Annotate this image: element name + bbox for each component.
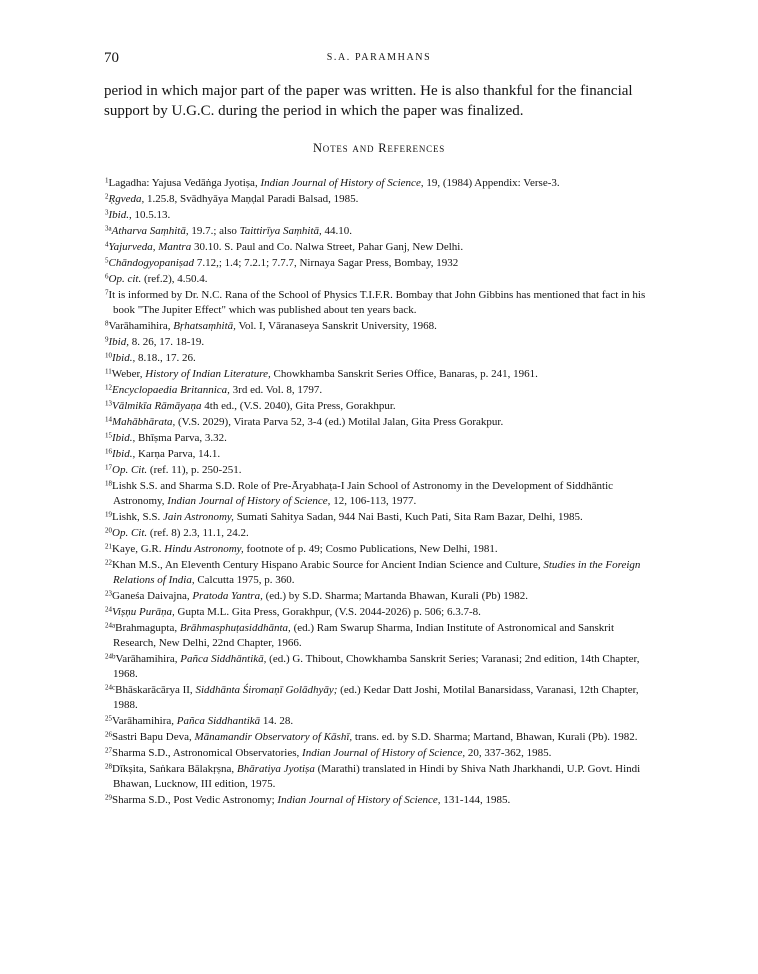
- reference-number: 13: [105, 399, 112, 408]
- reference-number: 5: [105, 256, 109, 265]
- reference-number: 17: [105, 463, 112, 472]
- reference-text: trans. ed. by S.D. Sharma; Martand, Bhawan, Kurali (Pb). 1982.: [352, 731, 638, 743]
- reference-item: [105, 256, 653, 271]
- reference-text: 19.7.; also: [188, 225, 240, 237]
- reference-text: Lishk, S.S.: [112, 511, 164, 523]
- reference-item: [105, 730, 653, 745]
- reference-title: Op. Cit.: [112, 527, 148, 539]
- reference-number: 28: [105, 762, 112, 771]
- reference-number: 15: [105, 431, 112, 440]
- reference-title: Brāhmasphuṭasiddhānta,: [179, 622, 291, 634]
- reference-title: Indian Journal of History of Science: [260, 177, 421, 189]
- reference-item: [105, 431, 653, 446]
- reference-number: 10: [105, 351, 112, 360]
- reference-item: [105, 288, 653, 318]
- running-title: S.A. PARAMHANS: [326, 52, 432, 63]
- reference-text: 1.25.8, Svādhyāya Maṇḍal Paradi Balsad, 1985.: [144, 193, 359, 205]
- reference-title: Bhāratiya Jyotiṣa: [236, 763, 315, 775]
- reference-item: [105, 714, 653, 729]
- reference-item: [105, 272, 653, 287]
- reference-text: 12, 106-113, 1977.: [330, 495, 417, 507]
- reference-text: Vol. I, Vāranaseya Sanskrit University, 1968.: [235, 320, 437, 332]
- reference-text: Sharma S.D., Post Vedic Astronomy;: [112, 794, 278, 806]
- reference-list: [105, 176, 653, 809]
- reference-number: 4: [105, 240, 109, 249]
- reference-number: 3: [105, 208, 109, 217]
- reference-item: [105, 447, 653, 462]
- reference-title: Jain Astronomy,: [163, 511, 234, 523]
- reference-title: Hindu Astronomy,: [164, 543, 244, 555]
- reference-text: Gupta M.L. Gita Press, Gorakhpur, (V.S. 2044-2026) p. 506; 6.3.7-8.: [174, 606, 481, 618]
- reference-text: 30.10. S. Paul and Co. Nalwa Street, Pahar Ganj, New Delhi.: [191, 241, 464, 253]
- intro-paragraph: [104, 82, 652, 121]
- reference-title: Ibid.,: [112, 448, 136, 460]
- reference-text: 8.18., 17. 26.: [135, 352, 196, 364]
- reference-item: [105, 367, 653, 382]
- reference-number: 6: [105, 272, 109, 281]
- reference-text: (ed.) by S.D. Sharma; Martanda Bhawan, Kurali (Pb) 1982.: [262, 590, 529, 602]
- reference-title: Indian Journal of History of Science,: [277, 794, 441, 806]
- reference-item: [105, 176, 653, 191]
- reference-item: [105, 605, 653, 620]
- reference-text: footnote of p. 49; Cosmo Publications, New Delhi, 1981.: [243, 543, 498, 555]
- reference-title: Mahābhārata,: [112, 416, 176, 428]
- reference-number: 25: [105, 714, 112, 723]
- reference-text: 20, 337-362, 1985.: [465, 747, 552, 759]
- reference-title: Indian Journal of History of Science,: [167, 495, 331, 507]
- reference-item: [105, 351, 653, 366]
- reference-text: (V.S. 2029), Virata Parva 52, 3-4 (ed.) Motilal Jalan, Gita Press Gorakpur.: [175, 416, 504, 428]
- reference-text: Varāhamihira,: [112, 715, 177, 727]
- reference-text: Sharma S.D., Astronomical Observatories,: [112, 747, 303, 759]
- reference-title: Op. cit.: [108, 273, 142, 285]
- reference-item: [105, 463, 653, 478]
- reference-item: [105, 558, 653, 588]
- reference-item: [105, 319, 653, 334]
- reference-text: Karṇa Parva, 14.1.: [135, 448, 221, 460]
- intro-text: period in which major part of the paper was written. He is also thankful for the financial support by U.G.C. during the period in which the paper was finalized.: [104, 83, 633, 119]
- reference-text: 7.12,; 1.4; 7.2.1; 7.7.7, Nirnaya Sagar Press, Bombay, 1932: [194, 257, 459, 269]
- reference-number: 24b: [105, 652, 116, 661]
- reference-number: 23: [105, 589, 112, 598]
- reference-text: , 10.5.13.: [128, 209, 171, 221]
- reference-number: 24: [105, 605, 112, 614]
- reference-number: 24a: [105, 621, 116, 630]
- reference-title: Atharva Saṃhitā,: [111, 225, 189, 237]
- reference-item: [105, 208, 653, 223]
- reference-number: 1: [105, 176, 109, 185]
- reference-number: 18: [105, 479, 112, 488]
- reference-title: Ṛgveda,: [108, 193, 145, 205]
- reference-item: [105, 652, 653, 682]
- reference-text: Varāhamihira,: [108, 320, 174, 332]
- reference-item: [105, 192, 653, 207]
- reference-title: Ibid,: [108, 336, 129, 348]
- reference-title: Chāndogyopaniṣad: [108, 257, 195, 269]
- reference-text: Khan M.S., An Eleventh Century Hispano Arabic Source for Ancient Indian Science and Culture,: [112, 559, 544, 571]
- reference-title: Studies in the Foreign Relations of India,: [113, 559, 641, 586]
- reference-item: [105, 399, 653, 414]
- reference-item: [105, 510, 653, 525]
- reference-text: 14. 28.: [260, 715, 294, 727]
- reference-text: (ref. 11), p. 250-251.: [147, 464, 242, 476]
- reference-text: (ed.) Kedar Datt Joshi, Motilal Banarsidass, Varanasi, 12th Chapter, 1988.: [113, 684, 639, 711]
- reference-number: 16: [105, 447, 112, 456]
- reference-number: 2: [105, 192, 109, 201]
- reference-number: 21: [105, 542, 112, 551]
- reference-text: Bhīṣma Parva, 3.32.: [135, 432, 227, 444]
- reference-text: Varāhamihira,: [115, 653, 181, 665]
- reference-title: Indian Journal of History of Science,: [302, 747, 466, 759]
- reference-item: [105, 621, 653, 651]
- section-title: Notes and References: [312, 141, 446, 155]
- reference-text: (ed.) Ram Swarup Sharma, Indian Institute of Astronomical and Sanskrit Research, New Delhi, 22nd Chapter, 1966.: [113, 622, 615, 649]
- reference-item: [105, 589, 653, 604]
- reference-text: 4th ed., (V.S. 2040), Gita Press, Gorakhpur.: [201, 400, 396, 412]
- reference-text: (ref. 8) 2.3, 11.1, 24.2.: [147, 527, 249, 539]
- reference-item: [105, 479, 653, 509]
- reference-title: Ibid.,: [112, 432, 136, 444]
- reference-text: Kaye, G.R.: [112, 543, 165, 555]
- reference-text: Sastri Bapu Deva,: [112, 731, 195, 743]
- reference-number: 20: [105, 526, 112, 535]
- reference-text: Calcutta 1975, p. 360.: [194, 574, 295, 586]
- reference-title: Ibid.,: [112, 352, 136, 364]
- reference-title: Ibid.: [108, 209, 129, 221]
- reference-item: [105, 762, 653, 792]
- reference-item: [105, 240, 653, 255]
- reference-title: Vālmikīa Rāmāyaṇa: [112, 400, 202, 412]
- reference-item: [105, 224, 653, 239]
- reference-item: [105, 415, 653, 430]
- reference-number: 24c: [105, 683, 116, 692]
- reference-item: [105, 526, 653, 541]
- reference-number: 14: [105, 415, 112, 424]
- page-number: 70: [104, 50, 119, 66]
- reference-title: Encyclopaedia Britannica,: [112, 384, 230, 396]
- reference-number: 19: [105, 510, 112, 519]
- reference-text: (ref.2), 4.50.4.: [141, 273, 208, 285]
- reference-text: 131-144, 1985.: [440, 794, 511, 806]
- reference-number: 27: [105, 746, 112, 755]
- reference-title: Siddhānta Śiromaṇī Golādhyāy;: [195, 684, 338, 696]
- reference-number: 8: [105, 319, 109, 328]
- reference-title: Op. Cit.: [112, 464, 148, 476]
- reference-title: History of Indian Literature,: [145, 368, 271, 380]
- reference-item: [105, 542, 653, 557]
- reference-text: Bhāskarācārya II,: [115, 684, 196, 696]
- reference-text: Sumati Sahitya Sadan, 944 Nai Basti, Kuch Pati, Sita Ram Bazar, Delhi, 1985.: [233, 511, 583, 523]
- reference-text: 3rd ed. Vol. 8, 1797.: [229, 384, 323, 396]
- reference-title: Mānamandir Observatory of Kāshī,: [194, 731, 353, 743]
- reference-text: 8. 26, 17. 18-19.: [128, 336, 205, 348]
- reference-number: 3a: [105, 224, 112, 233]
- reference-title: Taittirīya Saṃhitā,: [239, 225, 322, 237]
- reference-number: 12: [105, 383, 112, 392]
- reference-number: 11: [105, 367, 112, 376]
- reference-item: [105, 793, 653, 808]
- reference-item: [105, 683, 653, 713]
- reference-number: 29: [105, 793, 112, 802]
- reference-number: 9: [105, 335, 109, 344]
- reference-title: Yajurveda, Mantra: [108, 241, 192, 253]
- reference-text: , 19, (1984) Appendix: Verse-3.: [420, 177, 560, 189]
- reference-text: Chowkhamba Sanskrit Series Office, Banaras, p. 241, 1961.: [270, 368, 538, 380]
- reference-text: 44.10.: [321, 225, 352, 237]
- reference-number: 7: [105, 288, 109, 297]
- reference-title: Pratoda Yantra,: [192, 590, 263, 602]
- reference-item: [105, 335, 653, 350]
- reference-number: 22: [105, 558, 112, 567]
- reference-item: [105, 383, 653, 398]
- reference-item: [105, 746, 653, 761]
- reference-text: It is informed by Dr. N.C. Rana of the School of Physics T.I.F.R. Bombay that John Gibbins has mentioned that fact in his book "The Jupiter Effect" which was published about ten years back.: [108, 289, 646, 316]
- reference-text: Dīkṣita, Saṅkara Bālakṛṣna,: [112, 763, 237, 775]
- reference-title: Pañca Siddhāntikā,: [180, 653, 267, 665]
- reference-title: Bṛhatsaṃhitā,: [173, 320, 236, 332]
- reference-text: Ganeśa Daivajna,: [112, 590, 193, 602]
- reference-text: (Marathi) translated in Hindi by Shiva Nath Jharkhandi, U.P. Govt. Hindi Bhawan, Lucknow, III edition, 1975.: [113, 763, 641, 790]
- reference-number: 26: [105, 730, 112, 739]
- reference-text: Weber,: [111, 368, 146, 380]
- reference-title: Pañca Siddhantikā: [176, 715, 261, 727]
- reference-title: Viṣṇu Purāṇa,: [112, 606, 175, 618]
- reference-text: Brahmagupta,: [115, 622, 180, 634]
- reference-text: (ed.) G. Thibout, Chowkhamba Sanskrit Series; Varanasi; 2nd edition, 14th Chapter, 1968.: [113, 653, 640, 680]
- reference-text: Lagadha: Yajusa Vedāṅga Jyotiṣa,: [108, 177, 261, 189]
- reference-text: Lishk S.S. and Sharma S.D. Role of Pre-Āryabhaṭa-I Jain School of Astronomy in the Development of Siddhāntic Astronomy,: [112, 480, 614, 507]
